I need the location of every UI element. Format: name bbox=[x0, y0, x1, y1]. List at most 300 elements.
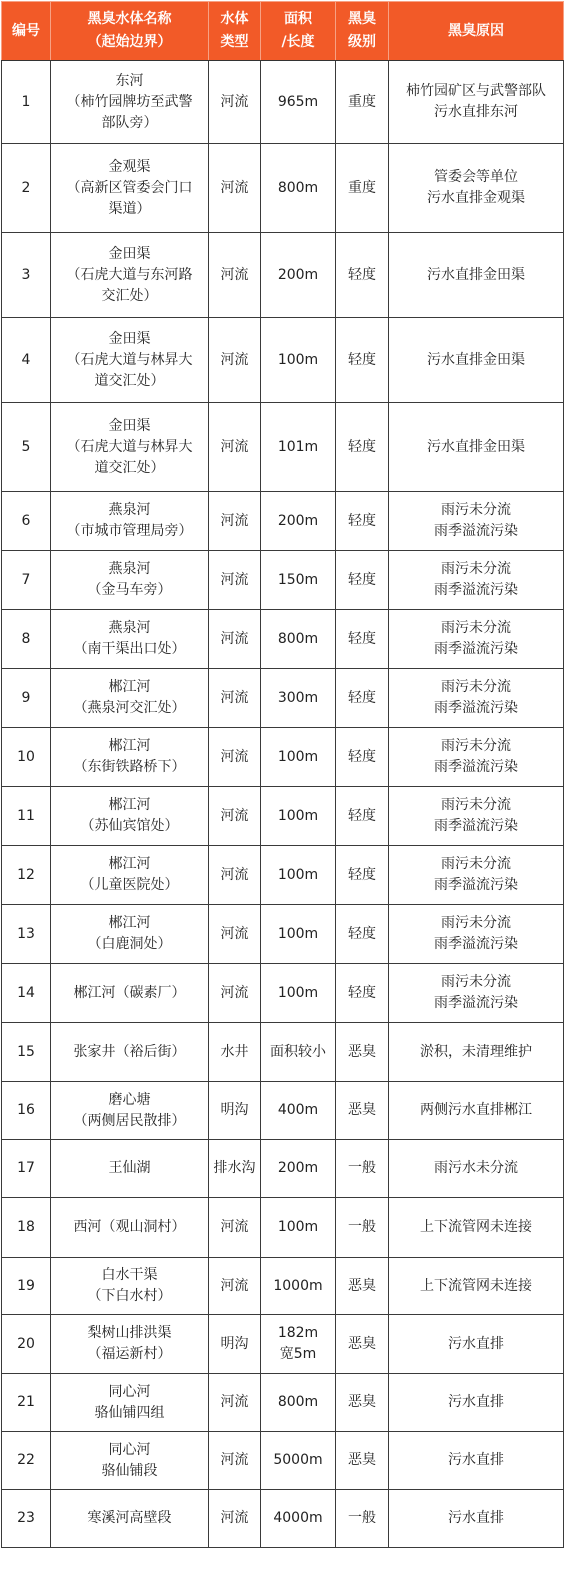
cell-no: 15 bbox=[2, 1023, 51, 1082]
cell-area bbox=[261, 403, 336, 492]
table-row bbox=[2, 728, 564, 787]
cell-name-line: 郴江河 bbox=[108, 797, 151, 813]
cell-area bbox=[261, 669, 336, 728]
cell-no: 10 bbox=[2, 728, 51, 787]
table-row bbox=[2, 551, 564, 610]
cell-type bbox=[209, 61, 261, 144]
cell-type-line: 河流 bbox=[220, 925, 249, 942]
cell-name-line: 燕泉河 bbox=[108, 502, 151, 518]
header-name-line: （起始边界） bbox=[87, 34, 172, 50]
cell-no: 18 bbox=[2, 1198, 51, 1258]
cell-level: 恶臭 bbox=[336, 1023, 389, 1082]
cell-reason bbox=[389, 1374, 564, 1432]
cell-name-line: （石虎大道与林昇大 bbox=[66, 438, 193, 455]
cell-type bbox=[209, 1082, 261, 1140]
cell-type bbox=[209, 233, 261, 318]
cell-name-line: （燕泉河交汇处） bbox=[73, 700, 186, 716]
table-row bbox=[2, 61, 564, 144]
cell-level: 恶臭 bbox=[336, 1374, 389, 1432]
header-name-line: 黑臭水体名称 bbox=[87, 11, 172, 27]
cell-level: 一般 bbox=[336, 1490, 389, 1548]
cell-reason bbox=[389, 1023, 564, 1082]
table-row bbox=[2, 1198, 564, 1258]
cell-level: 轻度 bbox=[336, 318, 389, 403]
cell-name-line: 寒溪河高壁段 bbox=[87, 1510, 172, 1526]
cell-name-line: 金观渠 bbox=[108, 158, 151, 175]
header-level bbox=[336, 2, 389, 61]
cell-reason bbox=[389, 144, 564, 233]
cell-type-line: 河流 bbox=[220, 571, 249, 588]
cell-reason-line: 雨季溢流污染 bbox=[434, 700, 518, 716]
cell-reason-line: 雨污未分流 bbox=[441, 856, 511, 872]
cell-name bbox=[51, 846, 209, 905]
cell-reason-line: 淤积，未清理维护 bbox=[420, 1043, 532, 1060]
cell-area bbox=[261, 233, 336, 318]
header-type-line: 类型 bbox=[220, 34, 249, 50]
cell-type bbox=[209, 964, 261, 1023]
cell-area-line: 200m bbox=[277, 512, 319, 529]
header-no: 编号 bbox=[2, 2, 51, 61]
cell-reason-line: 上下流管网未连接 bbox=[420, 1219, 532, 1235]
cell-reason bbox=[389, 787, 564, 846]
cell-area bbox=[261, 318, 336, 403]
cell-reason-line: 管委会等单位 bbox=[434, 169, 518, 185]
cell-reason-line: 雨季溢流污染 bbox=[434, 818, 518, 834]
cell-area bbox=[261, 1082, 336, 1140]
cell-reason bbox=[389, 1140, 564, 1198]
cell-reason-line: 雨季溢流污染 bbox=[434, 759, 518, 775]
cell-level: 恶臭 bbox=[336, 1432, 389, 1490]
table-row bbox=[2, 1082, 564, 1140]
cell-type-line: 河流 bbox=[220, 866, 249, 883]
header-name bbox=[51, 2, 209, 61]
cell-reason-line: 雨季溢流污染 bbox=[434, 641, 518, 657]
cell-area-line: 800m bbox=[277, 630, 319, 647]
cell-name-line: 郴江河（碳素厂） bbox=[73, 984, 186, 1001]
cell-name bbox=[51, 1140, 209, 1198]
header-level-line: 级别 bbox=[348, 34, 376, 50]
cell-level: 轻度 bbox=[336, 964, 389, 1023]
cell-name bbox=[51, 964, 209, 1023]
cell-area bbox=[261, 964, 336, 1023]
cell-area bbox=[261, 610, 336, 669]
cell-level: 轻度 bbox=[336, 787, 389, 846]
cell-no: 4 bbox=[2, 318, 51, 403]
cell-no: 12 bbox=[2, 846, 51, 905]
cell-type-line: 河流 bbox=[220, 1394, 249, 1410]
header-type bbox=[209, 2, 261, 61]
cell-type bbox=[209, 551, 261, 610]
cell-type-line: 河流 bbox=[220, 512, 249, 529]
cell-type bbox=[209, 318, 261, 403]
cell-area-line: 200m bbox=[277, 266, 319, 283]
cell-type bbox=[209, 144, 261, 233]
table-row bbox=[2, 403, 564, 492]
cell-type bbox=[209, 1023, 261, 1082]
cell-area-line: 100m bbox=[277, 1219, 319, 1235]
cell-name-line: 东河 bbox=[115, 72, 144, 89]
cell-reason-line: 雨污未分流 bbox=[441, 797, 511, 813]
cell-type bbox=[209, 1490, 261, 1548]
cell-level: 轻度 bbox=[336, 551, 389, 610]
cell-name-line: （市城市管理局旁） bbox=[66, 523, 193, 539]
header-area-line: /长度 bbox=[281, 34, 315, 50]
cell-name bbox=[51, 728, 209, 787]
cell-level: 轻度 bbox=[336, 403, 389, 492]
table-row bbox=[2, 787, 564, 846]
cell-name bbox=[51, 905, 209, 964]
cell-area bbox=[261, 1140, 336, 1198]
cell-name-line: （石虎大道与林昇大 bbox=[66, 351, 193, 368]
table-row bbox=[2, 1432, 564, 1490]
cell-type-line: 河流 bbox=[220, 630, 249, 647]
cell-no: 14 bbox=[2, 964, 51, 1023]
cell-no: 1 bbox=[2, 61, 51, 144]
cell-name-line: 道交汇处） bbox=[94, 459, 165, 476]
cell-name-line: 王仙湖 bbox=[108, 1160, 151, 1176]
cell-reason bbox=[389, 669, 564, 728]
cell-no: 9 bbox=[2, 669, 51, 728]
cell-name-line: 同心河 bbox=[108, 1383, 151, 1400]
cell-area bbox=[261, 144, 336, 233]
cell-name-line: 金田渠 bbox=[108, 330, 151, 347]
cell-name-line: （高新区管委会门口 bbox=[66, 179, 193, 196]
cell-reason-line: 雨污未分流 bbox=[441, 679, 511, 695]
cell-reason bbox=[389, 1315, 564, 1374]
cell-name bbox=[51, 61, 209, 144]
cell-type-line: 河流 bbox=[220, 351, 249, 368]
table-row bbox=[2, 233, 564, 318]
table-body bbox=[2, 61, 564, 1548]
cell-name-line: （苏仙宾馆处） bbox=[80, 818, 179, 834]
cell-reason-line: 雨污未分流 bbox=[441, 974, 511, 990]
cell-level: 恶臭 bbox=[336, 1082, 389, 1140]
cell-name-line: 磨心塘 bbox=[108, 1091, 151, 1108]
cell-area-line: 100m bbox=[277, 984, 319, 1001]
cell-reason-line: 污水直排金田渠 bbox=[427, 266, 525, 283]
cell-no: 5 bbox=[2, 403, 51, 492]
cell-name-line: 郴江河 bbox=[108, 915, 151, 931]
cell-name-line: 郴江河 bbox=[108, 738, 151, 754]
table-row bbox=[2, 1315, 564, 1374]
cell-area bbox=[261, 61, 336, 144]
black-odor-water-table bbox=[1, 1, 564, 1548]
cell-name-line: 燕泉河 bbox=[108, 561, 151, 577]
cell-name-line: 燕泉河 bbox=[108, 620, 151, 636]
header-area bbox=[261, 2, 336, 61]
cell-name-line: （柿竹园牌坊至武警 bbox=[66, 93, 193, 110]
cell-no: 13 bbox=[2, 905, 51, 964]
cell-name-line: 白水干渠 bbox=[101, 1267, 158, 1283]
cell-level: 轻度 bbox=[336, 905, 389, 964]
cell-type-line: 河流 bbox=[220, 748, 249, 765]
cell-name bbox=[51, 1082, 209, 1140]
cell-no: 17 bbox=[2, 1140, 51, 1198]
cell-name bbox=[51, 787, 209, 846]
cell-area-line: 182m bbox=[277, 1325, 319, 1341]
cell-type bbox=[209, 403, 261, 492]
cell-area bbox=[261, 1023, 336, 1082]
cell-name-line: 郴江河 bbox=[108, 679, 151, 695]
table-row bbox=[2, 964, 564, 1023]
table-row bbox=[2, 1140, 564, 1198]
cell-level: 轻度 bbox=[336, 846, 389, 905]
cell-reason-line: 雨季溢流污染 bbox=[434, 936, 518, 952]
cell-reason-line: 上下流管网未连接 bbox=[420, 1277, 532, 1294]
cell-name-line: 金田渠 bbox=[108, 245, 151, 262]
cell-no: 23 bbox=[2, 1490, 51, 1548]
cell-name-line: （石虎大道与东河路 bbox=[66, 266, 193, 283]
cell-reason-line: 污水直排金田渠 bbox=[427, 351, 525, 368]
cell-type-line: 河流 bbox=[220, 807, 249, 824]
cell-name-line: 骆仙铺段 bbox=[101, 1462, 158, 1479]
cell-area bbox=[261, 846, 336, 905]
cell-reason bbox=[389, 846, 564, 905]
cell-reason-line: 污水直排 bbox=[448, 1394, 504, 1410]
cell-level: 一般 bbox=[336, 1140, 389, 1198]
cell-type bbox=[209, 1198, 261, 1258]
table-row bbox=[2, 610, 564, 669]
cell-type-line: 河流 bbox=[220, 93, 249, 110]
table-header bbox=[2, 2, 564, 61]
cell-area bbox=[261, 551, 336, 610]
cell-reason-line: 雨季溢流污染 bbox=[434, 582, 518, 598]
cell-area bbox=[261, 492, 336, 551]
cell-area-line: 100m bbox=[277, 925, 319, 942]
cell-no: 21 bbox=[2, 1374, 51, 1432]
cell-reason bbox=[389, 492, 564, 551]
cell-type-line: 河流 bbox=[220, 1510, 249, 1526]
cell-type bbox=[209, 1432, 261, 1490]
cell-reason bbox=[389, 964, 564, 1023]
cell-reason-line: 污水直排金田渠 bbox=[427, 438, 525, 455]
cell-no: 6 bbox=[2, 492, 51, 551]
cell-area bbox=[261, 1490, 336, 1548]
cell-type-line: 排水沟 bbox=[213, 1160, 256, 1176]
cell-area-line: 965m bbox=[277, 93, 319, 110]
cell-level: 轻度 bbox=[336, 669, 389, 728]
cell-level: 轻度 bbox=[336, 728, 389, 787]
cell-type bbox=[209, 846, 261, 905]
cell-no: 22 bbox=[2, 1432, 51, 1490]
cell-type-line: 河流 bbox=[220, 179, 249, 196]
cell-no: 19 bbox=[2, 1258, 51, 1315]
cell-reason bbox=[389, 610, 564, 669]
table-row bbox=[2, 846, 564, 905]
cell-area-line: 面积较小 bbox=[270, 1043, 326, 1060]
cell-reason-line: 污水直排 bbox=[448, 1452, 504, 1468]
cell-name-line: 西河（观山洞村） bbox=[73, 1219, 186, 1235]
cell-name-line: 郴江河 bbox=[108, 856, 151, 872]
cell-level: 恶臭 bbox=[336, 1258, 389, 1315]
cell-type bbox=[209, 1374, 261, 1432]
cell-reason bbox=[389, 233, 564, 318]
cell-name-line: 骆仙铺四组 bbox=[94, 1404, 165, 1421]
cell-type bbox=[209, 905, 261, 964]
cell-area bbox=[261, 1258, 336, 1315]
cell-name bbox=[51, 551, 209, 610]
table-row bbox=[2, 1023, 564, 1082]
cell-name bbox=[51, 1258, 209, 1315]
cell-name bbox=[51, 1198, 209, 1258]
cell-reason bbox=[389, 905, 564, 964]
cell-reason-line: 污水直排 bbox=[448, 1510, 504, 1526]
cell-type bbox=[209, 787, 261, 846]
cell-type bbox=[209, 1315, 261, 1374]
cell-name bbox=[51, 1374, 209, 1432]
cell-name-line: （南干渠出口处） bbox=[73, 641, 186, 657]
cell-name-line: 交汇处） bbox=[101, 287, 158, 304]
table-row bbox=[2, 905, 564, 964]
cell-no: 20 bbox=[2, 1315, 51, 1374]
cell-reason-line: 雨污未分流 bbox=[441, 502, 511, 518]
cell-name bbox=[51, 1432, 209, 1490]
cell-name-line: （白鹿洞处） bbox=[87, 936, 172, 952]
cell-name-line: 同心河 bbox=[108, 1441, 151, 1458]
cell-name-line: 部队旁） bbox=[101, 114, 158, 131]
cell-type bbox=[209, 1140, 261, 1198]
cell-type bbox=[209, 610, 261, 669]
cell-area-line: 800m bbox=[277, 179, 319, 196]
cell-area-line: 200m bbox=[277, 1160, 319, 1176]
cell-area-line: 150m bbox=[277, 571, 319, 588]
cell-area-line: 300m bbox=[277, 689, 319, 706]
cell-name-line: 金田渠 bbox=[108, 417, 151, 434]
cell-area bbox=[261, 905, 336, 964]
cell-reason bbox=[389, 1490, 564, 1548]
cell-reason bbox=[389, 403, 564, 492]
table-row bbox=[2, 1374, 564, 1432]
cell-reason-line: 雨季溢流污染 bbox=[434, 877, 518, 893]
cell-type-line: 河流 bbox=[220, 984, 249, 1001]
cell-name-line: （东街铁路桥下） bbox=[73, 759, 186, 775]
cell-name bbox=[51, 318, 209, 403]
cell-name-line: 梨树山排洪渠 bbox=[87, 1325, 172, 1341]
cell-type-line: 河流 bbox=[220, 1219, 249, 1235]
table-row bbox=[2, 1258, 564, 1315]
cell-level: 恶臭 bbox=[336, 1315, 389, 1374]
cell-reason-line: 雨污未分流 bbox=[441, 561, 511, 577]
cell-no: 8 bbox=[2, 610, 51, 669]
cell-level: 一般 bbox=[336, 1198, 389, 1258]
cell-reason-line: 两侧污水直排郴江 bbox=[420, 1102, 532, 1118]
cell-type-line: 河流 bbox=[220, 438, 249, 455]
cell-reason-line: 污水直排金观渠 bbox=[427, 190, 525, 206]
table-row bbox=[2, 1490, 564, 1548]
cell-type-line: 明沟 bbox=[220, 1335, 249, 1352]
cell-area-line: 100m bbox=[277, 866, 319, 883]
cell-reason bbox=[389, 1258, 564, 1315]
cell-reason-line: 污水直排 bbox=[448, 1335, 504, 1352]
cell-area bbox=[261, 1432, 336, 1490]
cell-area-line: 4000m bbox=[273, 1510, 323, 1526]
cell-reason-line: 雨季溢流污染 bbox=[434, 523, 518, 539]
cell-area bbox=[261, 1315, 336, 1374]
cell-name bbox=[51, 610, 209, 669]
cell-level: 轻度 bbox=[336, 610, 389, 669]
header-row bbox=[2, 2, 564, 61]
cell-no: 3 bbox=[2, 233, 51, 318]
cell-type bbox=[209, 728, 261, 787]
cell-type bbox=[209, 669, 261, 728]
cell-name bbox=[51, 144, 209, 233]
cell-reason-line: 雨污未分流 bbox=[441, 738, 511, 754]
cell-area-line: 400m bbox=[277, 1102, 319, 1118]
cell-reason bbox=[389, 318, 564, 403]
cell-type-line: 河流 bbox=[220, 1277, 249, 1294]
cell-reason-line: 雨污未分流 bbox=[441, 620, 511, 636]
cell-name bbox=[51, 1490, 209, 1548]
cell-type-line: 河流 bbox=[220, 689, 249, 706]
cell-name-line: 渠道） bbox=[108, 200, 151, 217]
cell-type-line: 水井 bbox=[220, 1043, 249, 1060]
cell-area-line: 100m bbox=[277, 351, 319, 368]
cell-reason bbox=[389, 1432, 564, 1490]
cell-no: 7 bbox=[2, 551, 51, 610]
cell-name-line: （金马车旁） bbox=[87, 582, 172, 598]
cell-area bbox=[261, 1198, 336, 1258]
table-row bbox=[2, 318, 564, 403]
header-level-line: 黑臭 bbox=[348, 11, 376, 27]
header-type-line: 水体 bbox=[220, 11, 249, 27]
cell-reason-line: 雨季溢流污染 bbox=[434, 995, 518, 1011]
cell-name-line: （福运新村） bbox=[87, 1346, 172, 1362]
cell-name bbox=[51, 233, 209, 318]
cell-area-line: 宽5m bbox=[279, 1346, 317, 1362]
cell-reason bbox=[389, 61, 564, 144]
header-reason: 黑臭原因 bbox=[389, 2, 564, 61]
cell-area bbox=[261, 787, 336, 846]
cell-type bbox=[209, 1258, 261, 1315]
cell-name bbox=[51, 492, 209, 551]
cell-area-line: 101m bbox=[277, 438, 319, 455]
cell-no: 16 bbox=[2, 1082, 51, 1140]
cell-type-line: 河流 bbox=[220, 266, 249, 283]
cell-reason bbox=[389, 1198, 564, 1258]
cell-name bbox=[51, 1315, 209, 1374]
cell-area-line: 1000m bbox=[273, 1277, 323, 1294]
cell-reason bbox=[389, 551, 564, 610]
cell-type-line: 河流 bbox=[220, 1452, 249, 1468]
cell-area-line: 100m bbox=[277, 748, 319, 765]
cell-area-line: 800m bbox=[277, 1394, 319, 1410]
cell-area-line: 100m bbox=[277, 807, 319, 824]
cell-reason-line: 柿竹园矿区与武警部队 bbox=[406, 83, 546, 99]
cell-level: 重度 bbox=[336, 144, 389, 233]
cell-level: 轻度 bbox=[336, 492, 389, 551]
cell-name-line: 张家井（裕后街） bbox=[73, 1043, 186, 1060]
cell-reason-line: 雨污未分流 bbox=[441, 915, 511, 931]
cell-reason bbox=[389, 1082, 564, 1140]
cell-type-line: 明沟 bbox=[220, 1102, 249, 1118]
cell-area bbox=[261, 1374, 336, 1432]
table-row bbox=[2, 492, 564, 551]
cell-name-line: （下白水村） bbox=[87, 1288, 172, 1304]
cell-name-line: （两侧居民散排） bbox=[73, 1112, 186, 1129]
table-row bbox=[2, 144, 564, 233]
cell-area bbox=[261, 728, 336, 787]
cell-level: 轻度 bbox=[336, 233, 389, 318]
cell-area-line: 5000m bbox=[273, 1452, 323, 1468]
cell-level: 重度 bbox=[336, 61, 389, 144]
cell-no: 11 bbox=[2, 787, 51, 846]
cell-name bbox=[51, 1023, 209, 1082]
table-row bbox=[2, 669, 564, 728]
cell-name-line: （儿童医院处） bbox=[80, 877, 179, 893]
cell-no: 2 bbox=[2, 144, 51, 233]
cell-name bbox=[51, 403, 209, 492]
cell-reason bbox=[389, 728, 564, 787]
